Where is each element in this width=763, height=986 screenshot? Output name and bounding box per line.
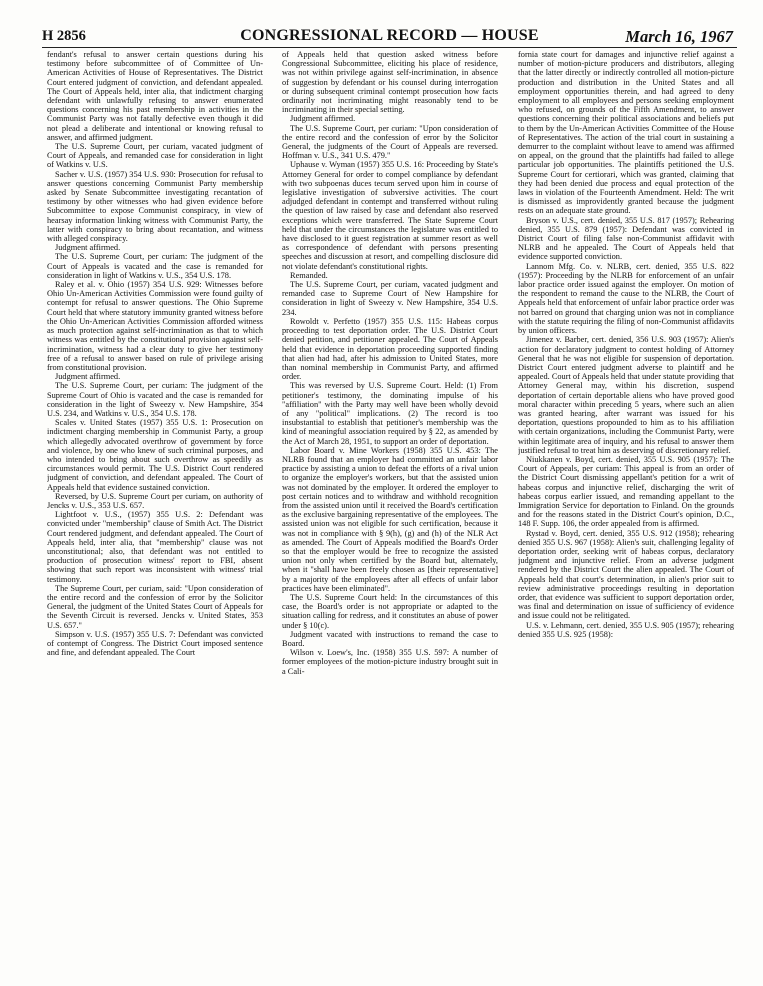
paragraph: Uphause v. Wyman (1957) 355 U.S. 16: Proceeding by State's Attorney General for order to compel compliance by defendant with two subpoenas duces tecum served upon him in course of legislative investigation of subversive activities. The court adjudged defendant in contempt and transferred without ruling the question of law raised by case and defendant also reserved exceptions which were transferred. The State Supreme Court held that under the circumstances the legislature was entitled to have disclosed to it guest registration at summer resort as well as correspondence of defendant with persons presenting speeches and discussion at resort, and compelling disclosure did not violate defendant's constitutional rights.: [282, 160, 498, 271]
page-number: H 2856: [42, 28, 86, 44]
paragraph: of Appeals held that question asked witness before Congressional Subcommittee, eliciting his place of residence, was not within privilege against self-incrimination, in absence of suggestion by defendant or his counsel during interrogation or during subsequent criminal contempt prosecution how facts ordinarily not incriminating might reasonably tend to be incriminating in their special setting.: [282, 50, 498, 115]
paragraph: Lannom Mfg. Co. v. NLRB, cert. denied, 355 U.S. 822 (1957): Proceeding by the NLRB for enforcement of an unfair labor practice order issued against the employer. On motion of the respondent to remand the cause to the NLRB, the Court of Appeals held that enforcement of unfair labor practice order was not barred on ground that charging union was not in compliance with the statute requiring the filing of non-Communist affidavits by union officers.: [518, 261, 734, 336]
paragraph: Judgment vacated with instructions to remand the case to Board.: [282, 629, 498, 648]
paragraph: U.S. v. Lehmann, cert. denied, 355 U.S. 905 (1957); rehearing denied 355 U.S. 925 (1958):: [518, 620, 734, 639]
paragraph: Lightfoot v. U.S., (1957) 355 U.S. 2: Defendant was convicted under "membership" clause of Smith Act. The District Court rendered judgment, and defendant appealed. The Court of Appeals held, inter alia, that "membership" clause was not unconstitutional; also, that defendant was not entitled to production of prosecution witness' report to FBI, absent showing that such report was inconsistent with witness' trial testimony.: [47, 510, 263, 584]
paragraph: Niukkanen v. Boyd, cert. denied, 355 U.S. 905 (1957): The Court of Appeals, per curiam: This appeal is from an order of the District Court dismissing appellant's petition for a writ of habeas corpus and injunctive relief, discharging the writ of habeas corpus earlier issued, and remanding appellant to the Immigration Service for deportation to Finland. On the grounds and for the reasons stated in the District Court's opinion, D.C., 148 F. Supp. 106, the order appealed from is affirmed.: [518, 454, 734, 529]
paragraph: Sacher v. U.S. (1957) 354 U.S. 930: Prosecution for refusal to answer questions concerning Communist Party membership asked by Senate Subcommittee investigating recantation of testimony by other witnesses who had given evidence before Subcommittee to expose Communist conspiracy, in view of hearsay information linking witness with Communist Party, the latter with conspiracy to bring about recantation, and witness with alleged conspiracy.: [47, 169, 263, 244]
paragraph: Judgment affirmed.: [290, 114, 356, 124]
header-rule: [42, 47, 737, 48]
paragraph: Simpson v. U.S. (1957) 355 U.S. 7: Defendant was convicted of contempt of Congress. The District Court imposed sentence and fine, and defendant appealed. The Court: [47, 629, 263, 658]
paragraph: fendant's refusal to answer certain questions during his testimony before subcommittee of of Committee of Un-American Activities of House of Representatives. The District Court entered judgment of conviction, and defendant appealed. The Court of Appeals held, inter alia, that indictment charging defendant with unlawfully refusing to answer enumerated questions concerning his past membership in activities in the Communist Party was not fatally defective even though it did not plead a deliberate and intentional or knowing refusal to answer, and affirmed judgment.: [47, 50, 263, 142]
paragraph: Wilson v. Loew's, Inc. (1958) 355 U.S. 597: A number of former employees of the motion-picture industry brought suit in a Cali-: [282, 648, 498, 676]
paragraph: Bryson v. U.S., cert. denied, 355 U.S. 817 (1957); Rehearing denied, 355 U.S. 879 (1957): Defendant was convicted in District Court of filing false non-Communist affidavit with NLRB and he appealed. The Court of Appeals held that evidence supported conviction.: [518, 215, 734, 262]
paragraph: Remanded.: [290, 270, 328, 280]
paragraph: Judgment affirmed.: [55, 372, 121, 382]
paragraph: Labor Board v. Mine Workers (1958) 355 U.S. 453: The NLRB found that an employer had committed an unfair labor practice by assisting a union to defeat the efforts of a rival union to organize the employer's workers, but that the assisted union was not dominated by the employer. It ordered the employer to post certain notices and to withdraw and withhold recognition from the assisted union until it received the Board's certification as the exclusive bargaining representative of the employees. The assisted union was not eligible for such certification, because it was not in compliance with § 9(h), (g) and (h) of the NLR Act as amended. The Court of Appeals modified the Board's Order so that the employer would be free to recognize the assisted union not only when certified by the Board but, alternately, when it "shall have been freely chosen as [their representative] by a majority of the employees after all effects of unfair labor practices have been eliminated".: [282, 445, 498, 593]
paragraph: The U.S. Supreme Court, per curiam, vacated judgment of Court of Appeals, and remanded case for consideration in light of Watkins v. U.S.: [47, 142, 263, 170]
paragraph: Rowoldt v. Perfetto (1957) 355 U.S. 115: Habeas corpus proceeding to test deportation order. The U.S. District Court denied petition, and petitioner appealed. The Court of Appeals held that evidence in deportation proceeding supported finding that alien had had, after his admission to United States, more than nominal membership in Communist Party, and affirmed order.: [282, 316, 498, 382]
paragraph: fornia state court for damages and injunctive relief against a number of motion-picture producers and distributors, alleging that the latter directly or indirectly controlled all motion-picture production and distribution in the United States and all employment opportunities therein, and had agreed to deny employment to all employees and persons seeking employment who refused, on grounds of the Fifth Amendment, to answer questions concerning their political associations and beliefs put to them by the Un-American Activities Committee of the House of Representatives. The action of the trial court in sustaining a demurrer to the complaint without leave to amend was affirmed on appeal, on the ground that the plaintiffs had failed to allege particular job opportunities. The plaintiffs petitioned the U.S. Supreme Court for certiorari, which was granted, claiming that they had been denied due process and equal protection of the laws in violation of the Fourteenth Amendment. Held: The writ is dismissed as improvidently granted because the judgment rests on an adequate state ground.: [518, 50, 734, 216]
paragraph: The U.S. Supreme Court held: In the circumstances of this case, the Board's order is not appropriate or adapted to the situation calling for redress, and it constitutes an abuse of power under § 10(c).: [282, 592, 498, 630]
paragraph: Rystad v. Boyd, cert. denied, 355 U.S. 912 (1958); rehearing denied 355 U.S. 967 (1958): Alien's suit, challenging legality of deportation order, seeking writ of habeas corpus, declaratory judgment and injunctive relief. From an adverse judgment rendered by the District Court the alien appealed. The Court of Appeals held that court's determination, in alien's prior suit to review administrative proceedings resulting in deportation order, that evidence was sufficient to support deportation order, was final and determination on issue of sufficiency of evidence and issue could not be relitigated.: [518, 528, 734, 621]
text-column-1: [47, 50, 263, 976]
paragraph: Reversed, by U.S. Supreme Court per curiam, on authority of Jencks v. U.S., 353 U.S. 657.: [47, 491, 263, 510]
paragraph: Jimenez v. Barber, cert. denied, 356 U.S. 903 (1957): Alien's action for declaratory judgment to contest holding of Attorney General that he was not eligible for suspension of deportation. District Court entered judgment adverse to plaintiff and he appealed. Court of Appeals held that under statute providing that Attorney General may, within his discretion, suspend deportation of certain deportable aliens who have proved good moral character within preceding 5 years, where such an alien was granted hearing, after warrant was issued for his deportation, questions propounded to him as to his affiliation with certain organizations, including the Communist Party, were within legitimate area of inquiry, and his refusal to answer them justified refusal to treat him as deserving of discretionary relief.: [518, 335, 734, 455]
paragraph: Judgment affirmed.: [55, 243, 121, 253]
publication-title: CONGRESSIONAL RECORD — HOUSE: [240, 27, 539, 44]
paragraph: This was reversed by U.S. Supreme Court. Held: (1) From petitioner's testimony, the dominating impulse of his "affiliation" with the Party may well have been wholly devoid of any "political" implications. (2) The record is too insubstantial to establish that petitioner's membership was the kind of meaningful association required by § 22, as amended by the Act of March 28, 1951, to support an order of deportation.: [282, 381, 498, 446]
paragraph: The U.S. Supreme Court, per curiam: The judgment of the Court of Appeals is vacated and the case is remanded for consideration in light of Watkins v. U.S., 354 U.S. 178.: [47, 252, 263, 280]
paragraph: The U.S. Supreme Court, per curiam: The judgment of the Supreme Court of Ohio is vacated and the case is remanded for consideration in the light of Sweezy v. New Hampshire, 354 U.S. 234, and Watkins v. U.S., 354 U.S. 178.: [47, 381, 263, 418]
text-column-3: [518, 50, 734, 976]
paragraph: The U.S. Supreme Court, per curiam: "Upon consideration of the entire record and the confession of error by the Solicitor General, the judgments of the Court of Appeals are reversed. Hoffman v. U.S., 341 U.S. 479.": [282, 123, 498, 161]
paragraph: Raley et al. v. Ohio (1957) 354 U.S. 929: Witnesses before Ohio Un-American Activities Commission were found guilty of contempt for refusal to answer questions. The Ohio Supreme Court held that where statutory immunity granted witness before the Ohio Un-American Activities Commission afforded witness as much protection against self-incrimination as that to which witness was entitled by the constitutional provision against self-incrimination, witness had a clear duty to give her testimony free of a refusal to answer based on rule of privilege arising from constitutional provision.: [47, 280, 263, 372]
issue-date: March 16, 1967: [625, 27, 733, 46]
paragraph: Scales v. United States (1957) 355 U.S. 1: Prosecution on indictment charging membership in Communist Party, a group which allegedly advocated overthrow of government by force and violence, by one who knew of such criminal purposes, and who intended to bring about such overthrow as speedily as circumstances would permit. The U.S. District Court rendered judgment of conviction, and defendant appealed. The Court of Appeals held that evidence sustained conviction.: [47, 418, 263, 492]
text-column-2: [282, 50, 498, 976]
paragraph: The Supreme Court, per curiam, said: "Upon consideration of the entire record and the confession of error by the Solicitor General, the judgment of the United States Court of Appeals for the Seventh Circuit is reversed. Jencks v. United States, 353 U.S. 657.": [47, 583, 263, 630]
page-header: [42, 26, 737, 46]
paragraph: The U.S. Supreme Court, per curiam, vacated judgment and remanded case to Supreme Court of New Hampshire for consideration in light of Sweezy v. New Hampshire, 354 U.S. 234.: [282, 280, 498, 317]
